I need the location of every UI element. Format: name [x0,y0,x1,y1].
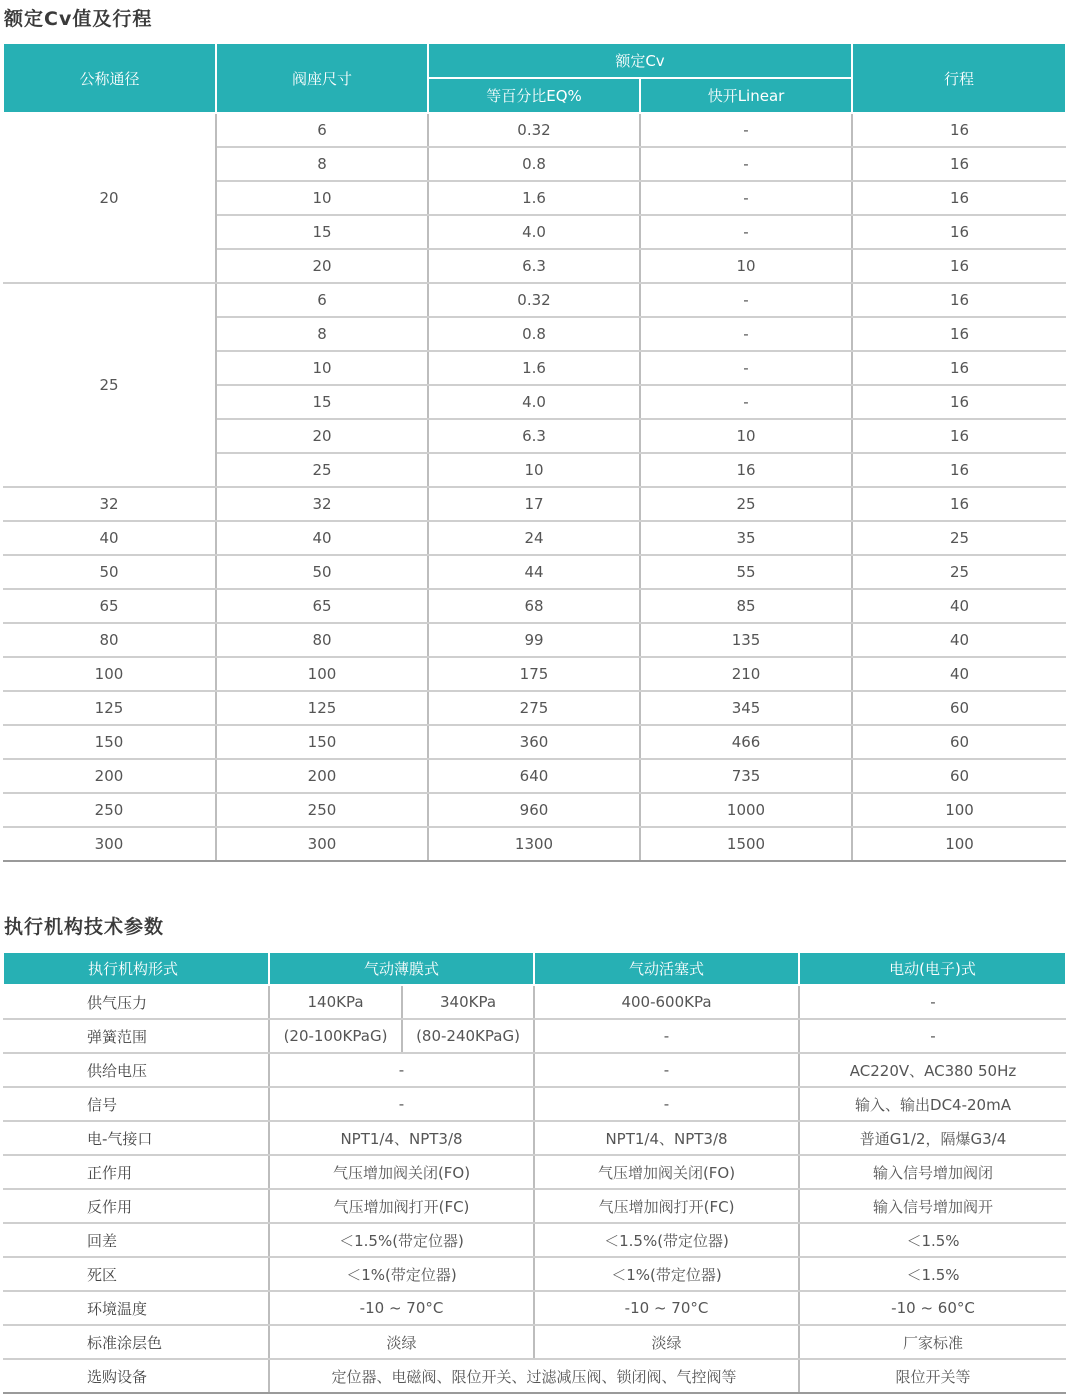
nominal-diameter-cell: 125 [3,691,216,725]
header-electric: 电动(电子)式 [799,953,1066,985]
cv-linear-cell: 55 [640,555,852,589]
seat-size-cell: 50 [216,555,428,589]
parameter-value: -10 ~ 70°C [269,1291,534,1325]
seat-size-cell: 15 [216,215,428,249]
cv-eq-cell: 17 [428,487,640,521]
parameter-value: 输入、输出DC4-20mA [799,1087,1066,1121]
parameter-value: 定位器、电磁阀、限位开关、过滤减压阀、锁闭阀、气控阀等 [269,1359,799,1393]
nominal-diameter-cell: 20 [3,113,216,283]
parameter-value: NPT1/4、NPT3/8 [269,1121,534,1155]
parameter-label: 环境温度 [3,1291,269,1325]
cv-linear-cell: - [640,215,852,249]
stroke-cell: 60 [852,759,1066,793]
header-seat-size: 阀座尺寸 [216,44,428,113]
nominal-diameter-cell: 150 [3,725,216,759]
parameter-value: 气压增加阀打开(FC) [269,1189,534,1223]
stroke-cell: 16 [852,351,1066,385]
cv-linear-cell: - [640,181,852,215]
nominal-diameter-cell: 80 [3,623,216,657]
cv-table-title: 额定Cv值及行程 [4,8,153,30]
cv-eq-cell: 0.32 [428,283,640,317]
stroke-cell: 40 [852,657,1066,691]
parameter-label: 弹簧范围 [3,1019,269,1053]
cv-eq-cell: 68 [428,589,640,623]
cv-linear-cell: 10 [640,249,852,283]
cv-eq-cell: 175 [428,657,640,691]
table-row [3,725,1066,759]
header-pneumatic-piston: 气动活塞式 [534,953,799,985]
seat-size-cell: 20 [216,419,428,453]
nominal-diameter-cell: 25 [3,283,216,487]
seat-size-cell: 300 [216,827,428,861]
parameter-value: - [269,1087,534,1121]
table-row [3,1291,1066,1325]
nominal-diameter-cell: 300 [3,827,216,861]
table-row [3,521,1066,555]
table-row [3,827,1066,861]
parameter-value: - [534,1087,799,1121]
cv-linear-cell: 25 [640,487,852,521]
parameter-value: ＜1.5%(带定位器) [534,1223,799,1257]
parameter-value: 气压增加阀关闭(FO) [534,1155,799,1189]
stroke-cell: 16 [852,147,1066,181]
actuator-table [2,953,1067,1394]
table-row [3,1053,1066,1087]
cv-eq-cell: 4.0 [428,215,640,249]
nominal-diameter-cell: 250 [3,793,216,827]
stroke-cell: 25 [852,521,1066,555]
stroke-cell: 16 [852,385,1066,419]
seat-size-cell: 15 [216,385,428,419]
stroke-cell: 40 [852,623,1066,657]
stroke-cell: 16 [852,283,1066,317]
header-pneumatic-diaphragm: 气动薄膜式 [269,953,534,985]
table-row [3,1155,1066,1189]
seat-size-cell: 6 [216,113,428,147]
header-equal-percentage: 等百分比EQ% [428,78,640,113]
table-row [3,113,1066,147]
table-row [3,487,1066,521]
parameter-label: 死区 [3,1257,269,1291]
parameter-value: (80-240KPaG) [402,1019,534,1053]
seat-size-cell: 8 [216,317,428,351]
cv-eq-cell: 6.3 [428,249,640,283]
cv-linear-cell: 85 [640,589,852,623]
nominal-diameter-cell: 65 [3,589,216,623]
seat-size-cell: 200 [216,759,428,793]
parameter-label: 供气压力 [3,985,269,1019]
cv-eq-cell: 44 [428,555,640,589]
table-row [3,985,1066,1019]
parameter-label: 正作用 [3,1155,269,1189]
cv-linear-cell: - [640,385,852,419]
parameter-value: 输入信号增加阀开 [799,1189,1066,1223]
table-row [3,283,1066,317]
header-quick-open-linear: 快开Linear [640,78,852,113]
parameter-value: 淡绿 [534,1325,799,1359]
parameter-value: - [534,1019,799,1053]
cv-linear-cell: 10 [640,419,852,453]
table-row [3,759,1066,793]
stroke-cell: 16 [852,215,1066,249]
cv-eq-cell: 1.6 [428,351,640,385]
stroke-cell: 16 [852,317,1066,351]
cv-linear-cell: 16 [640,453,852,487]
parameter-value: 输入信号增加阀闭 [799,1155,1066,1189]
stroke-cell: 40 [852,589,1066,623]
cv-linear-cell: 35 [640,521,852,555]
seat-size-cell: 10 [216,181,428,215]
table-row [3,1189,1066,1223]
table-row [3,1257,1066,1291]
nominal-diameter-cell: 50 [3,555,216,589]
header-actuator-type: 执行机构形式 [3,953,269,985]
header-nominal-diameter: 公称通径 [3,44,216,113]
table-row [3,623,1066,657]
table-row [3,555,1066,589]
stroke-cell: 16 [852,487,1066,521]
parameter-value: -10 ~ 60°C [799,1291,1066,1325]
parameter-value: 气压增加阀打开(FC) [534,1189,799,1223]
table-row [3,1325,1066,1359]
cv-linear-cell: - [640,113,852,147]
stroke-cell: 16 [852,113,1066,147]
parameter-value: AC220V、AC380 50Hz [799,1053,1066,1087]
actuator-table-body [3,985,1066,1393]
cv-eq-cell: 24 [428,521,640,555]
parameter-value: -10 ~ 70°C [534,1291,799,1325]
cv-eq-cell: 1300 [428,827,640,861]
seat-size-cell: 40 [216,521,428,555]
cv-linear-cell: 135 [640,623,852,657]
header-stroke: 行程 [852,44,1066,113]
cv-eq-cell: 10 [428,453,640,487]
seat-size-cell: 125 [216,691,428,725]
parameter-value: ＜1.5% [799,1223,1066,1257]
nominal-diameter-cell: 32 [3,487,216,521]
table-row [3,793,1066,827]
parameter-value: (20-100KPaG) [269,1019,402,1053]
stroke-cell: 16 [852,181,1066,215]
table-row [3,657,1066,691]
parameter-value: ＜1.5% [799,1257,1066,1291]
cv-eq-cell: 6.3 [428,419,640,453]
parameter-value: 340KPa [402,985,534,1019]
parameter-value: 淡绿 [269,1325,534,1359]
cv-linear-cell: 1000 [640,793,852,827]
cv-linear-cell: 1500 [640,827,852,861]
cv-linear-cell: 466 [640,725,852,759]
parameter-value: ＜1%(带定位器) [534,1257,799,1291]
stroke-cell: 16 [852,249,1066,283]
parameter-value: NPT1/4、NPT3/8 [534,1121,799,1155]
stroke-cell: 25 [852,555,1066,589]
cv-eq-cell: 99 [428,623,640,657]
seat-size-cell: 8 [216,147,428,181]
seat-size-cell: 25 [216,453,428,487]
table-row [3,1019,1066,1053]
stroke-cell: 16 [852,453,1066,487]
stroke-cell: 100 [852,793,1066,827]
cv-eq-cell: 640 [428,759,640,793]
parameter-label: 电-气接口 [3,1121,269,1155]
stroke-cell: 60 [852,725,1066,759]
parameter-label: 信号 [3,1087,269,1121]
table-row [3,1359,1066,1393]
header-rated-cv: 额定Cv [428,44,852,78]
parameter-label: 反作用 [3,1189,269,1223]
cv-linear-cell: - [640,351,852,385]
cv-eq-cell: 0.8 [428,147,640,181]
parameter-value: ＜1%(带定位器) [269,1257,534,1291]
parameter-value: - [799,985,1066,1019]
seat-size-cell: 250 [216,793,428,827]
actuator-table-title: 执行机构技术参数 [4,916,165,938]
table-row [3,1087,1066,1121]
nominal-diameter-cell: 40 [3,521,216,555]
seat-size-cell: 100 [216,657,428,691]
parameter-label: 回差 [3,1223,269,1257]
seat-size-cell: 6 [216,283,428,317]
cv-linear-cell: 210 [640,657,852,691]
parameter-value: 140KPa [269,985,402,1019]
parameter-label: 标准涂层色 [3,1325,269,1359]
cv-eq-cell: 1.6 [428,181,640,215]
parameter-value: 限位开关等 [799,1359,1066,1393]
parameter-value: - [799,1019,1066,1053]
table-row [3,589,1066,623]
cv-linear-cell: - [640,283,852,317]
cv-table-body [3,113,1066,861]
seat-size-cell: 80 [216,623,428,657]
cv-linear-cell: - [640,317,852,351]
parameter-label: 供给电压 [3,1053,269,1087]
cv-linear-cell: 735 [640,759,852,793]
table-row [3,1223,1066,1257]
parameter-value: 气压增加阀关闭(FO) [269,1155,534,1189]
cv-eq-cell: 360 [428,725,640,759]
cv-eq-cell: 275 [428,691,640,725]
parameter-value: ＜1.5%(带定位器) [269,1223,534,1257]
stroke-cell: 100 [852,827,1066,861]
stroke-cell: 16 [852,419,1066,453]
cv-linear-cell: - [640,147,852,181]
seat-size-cell: 10 [216,351,428,385]
cv-eq-cell: 0.32 [428,113,640,147]
table-row [3,1121,1066,1155]
nominal-diameter-cell: 100 [3,657,216,691]
seat-size-cell: 65 [216,589,428,623]
cv-eq-cell: 4.0 [428,385,640,419]
table-row [3,691,1066,725]
parameter-value: - [534,1053,799,1087]
nominal-diameter-cell: 200 [3,759,216,793]
parameter-value: 普通G1/2，隔爆G3/4 [799,1121,1066,1155]
cv-eq-cell: 960 [428,793,640,827]
cv-linear-cell: 345 [640,691,852,725]
parameter-label: 选购设备 [3,1359,269,1393]
parameter-value: 厂家标准 [799,1325,1066,1359]
seat-size-cell: 20 [216,249,428,283]
seat-size-cell: 32 [216,487,428,521]
cv-eq-cell: 0.8 [428,317,640,351]
seat-size-cell: 150 [216,725,428,759]
parameter-value: - [269,1053,534,1087]
parameter-value: 400-600KPa [534,985,799,1019]
stroke-cell: 60 [852,691,1066,725]
cv-table [2,44,1067,862]
